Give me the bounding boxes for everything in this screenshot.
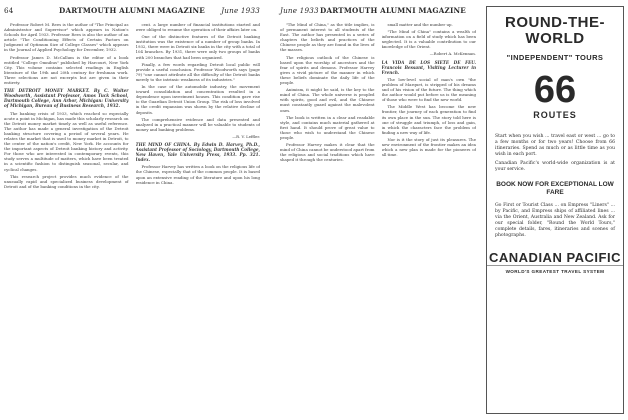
travel-advertisement <box>486 6 624 414</box>
paragraph: The banking crisis of 1933, which reached so especially acute a point in Michigan, has made this scholarly research on the Detroit money market timely as well as useful reference. The author has made a general investigation of the Detroit banking structure covering a period of several years. He relates the market that is used to money market in Detroit, to the center of the nation's credit, New York. He accounts for the important aspects of Detroit banking history and activity. For those who are interested in contemporary events, this study serves a multitude of matters, which have been treated in a scientific fashion to distinguish seasonal, secular, and cyclical changes. <box>4 110 129 172</box>
ad-body-paragraph: Canadian Pacific's world-wide organization is at your service. <box>495 161 615 172</box>
paragraph: Finally, a few words regarding Detroit local public will provide a useful conclusion. Professor Woodworth says (page 79) "one cannot attribute all the difficulty of the Detroit banks merely to the intrinsic weakness of its industries." <box>135 61 260 82</box>
paragraph: The low-level social of man's own "the problem of Marquet, is stripped of his dreams and of his vision of the future. The thing which the author would put before us is the meaning of those who were to find the new world. <box>381 76 476 103</box>
paragraph: One of the distinctive features of the Detroit banking institution was the existence of a number of group banks. In 1932, there were in Detroit six banks in the city with a total of 104 branches. By 1931, there were only two groups of banks with 200 branches that had been organized. <box>135 34 260 60</box>
ad-body <box>487 134 623 173</box>
ad-body-paragraph: Go First or Tourist Class ... on Empress "Liners" ... by Pacific, and Empress ships of affiliated lines ... via the Orient, Australia and New Zealand. Ask for our special folder, "Round the World Tours," complete details, fares, itineraries and scenes of photographs. <box>495 203 615 238</box>
paragraph: This research project provides much evidence of the unusually rapid and specialized business development of Detroit and of the banking conditions in the city. <box>4 173 129 189</box>
paragraph: The book is written in a clear and readable style, and contains much material gathered at first hand. It should prove of great value to those who wish to understand the Chinese people. <box>280 114 375 140</box>
paragraph: "The Mind of China," as the title implies, is of permanent interest to all students of the East. The author has presented in a series of chapters the beliefs and practices of the Chinese people as they are found in the lives of the masses. <box>280 22 375 53</box>
ad-call-to-action: BOOK NOW FOR EXCEPTIONAL LOW FARE <box>496 181 614 196</box>
reviewer-signature: —Robert A. McKennan. <box>429 51 476 57</box>
review-heading: THE MIND OF CHINA. By Edwin D. Harvey, Ph.D., Assistant Professor of Sociology, Dartmouth College, New Haven, Yale University Press, 1933. Pp. 321. Index. <box>135 141 260 163</box>
paragraph: Professor James D. McCallum is the editor of a book entitled "College Omnibus" published by Harcourt, New York City. This volume contains selected readings in English literature of the 19th and 20th century for freshman work. Three selections are not excerpts but are given in their entirety. <box>4 54 129 86</box>
running-head <box>4 6 260 18</box>
ad-tours-label: "INDEPENDENT" TOURS <box>506 53 604 62</box>
ad-title: ROUND-THE-WORLD <box>505 14 605 47</box>
paragraph: "The Mind of China" contains a wealth of information on a field of study which has been neglected. It is a valuable contribution to our knowledge of the Orient. <box>381 29 476 50</box>
paragraph: The religious outlook of the Chinese is based upon the worship of ancestors and the fear of spirits and demons. Professor Harvey gives a vivid picture of the manner in which these beliefs dominate the daily life of the people. <box>280 54 375 86</box>
paragraph: small matter and the number up. <box>387 22 453 27</box>
ad-body-paragraph: Start when you wish ... travel east or west ... go to a few months or for two years! Choose from 66 itineraries. Spend as much or as little time as you wish in each port. <box>495 134 615 157</box>
column-2 <box>136 22 261 416</box>
ad-tagline: WORLD'S GREATEST TRAVEL SYSTEM <box>505 269 605 274</box>
paragraph: Animism, it might be said, is the key to the mind of China. The whole universe is peopled with spirits, good and evil, and the Chinese must constantly guard against the malevolent ones. <box>280 87 375 113</box>
paragraph: The Middle West has become the new frontier, the journey of each generation to find its own place in the sun. The story told here is one of struggle and triumph, of loss and gain, in which the characters face the problem of finding a new way of life. <box>381 104 476 135</box>
paragraph: Professor Harvey makes it clear that the mind of China cannot be understood apart from the religious and social traditions which have shaped it through the centuries. <box>280 142 375 163</box>
ad-route-count: 66 <box>533 69 577 111</box>
review-heading: LA VIDA DE LOS SIETE DE FEU. Francois Bessant, Visiting Lecturer in French. <box>381 59 476 75</box>
right-page <box>276 0 480 420</box>
paragraph: Professor Robert M. Rees is the author of "The Principal as Administrator and Supervisor" which appears in Nation's Schools for April 1933. Professor Rees is also the author of an article "The Conditioning Effects of Certain Factors on Judgment of Optimum Size of College Classes" which appears in the Journal of Applied Psychology for December, 1932. <box>4 22 129 53</box>
issue-date: June 1933 <box>221 6 260 15</box>
ad-brand: CANADIAN PACIFIC <box>489 250 621 265</box>
page-number: 64 <box>4 6 14 15</box>
ad-body-2 <box>487 203 623 239</box>
column-1 <box>4 22 129 416</box>
review-heading: THE DETROIT MONEY MARKET. By C. Walter Woodworth, Assistant Professor, Amos Tuck School, Dartmouth College, Ann Arbor, Michigan: University of Michigan, Bureau of Business Research, 1932. <box>4 88 129 109</box>
text-columns <box>4 22 260 416</box>
issue-date: June 1933 <box>280 6 319 15</box>
ad-routes-label: ROUTES <box>533 110 577 120</box>
column-1 <box>280 22 375 416</box>
column-2 <box>382 22 477 416</box>
reviewer-signature: —R. V. Leffler. <box>232 133 260 139</box>
text-columns <box>280 22 476 416</box>
running-head <box>280 6 476 18</box>
paragraph: Professor Harvey has written a book on the religious life of the Chinese, especially that of the common people. It is based upon an extensive reading of the literature and upon his long residence in China. <box>135 164 260 185</box>
magazine-title: DARTMOUTH ALUMNI MAGAZINE <box>59 6 205 15</box>
paragraph: cent. a large number of financial institutions started and were obliged to resume the operation of their affairs later on. <box>135 22 260 33</box>
ad-divider <box>487 265 623 266</box>
paragraph: In the case of the automobile industry, the movement toward consolidation and concentration resulted in a dependence upon investment houses. This condition gave rise to the Guardian Detroit Union Group. The risk of loss involved in the credit expansion was shown by the relative decline of deposits. <box>135 84 260 115</box>
paragraph: Nor is it the story of just its pleasures. The new environment of the frontier makes an idea which a new plan is made for the pioneers of all time. <box>381 136 476 158</box>
magazine-title: DARTMOUTH ALUMNI MAGAZINE <box>320 6 466 15</box>
left-page <box>0 0 264 420</box>
paragraph: The comprehensive evidence and data presented and analyzed in a practical manner will be valuable to students of money and banking problems. <box>135 116 260 132</box>
